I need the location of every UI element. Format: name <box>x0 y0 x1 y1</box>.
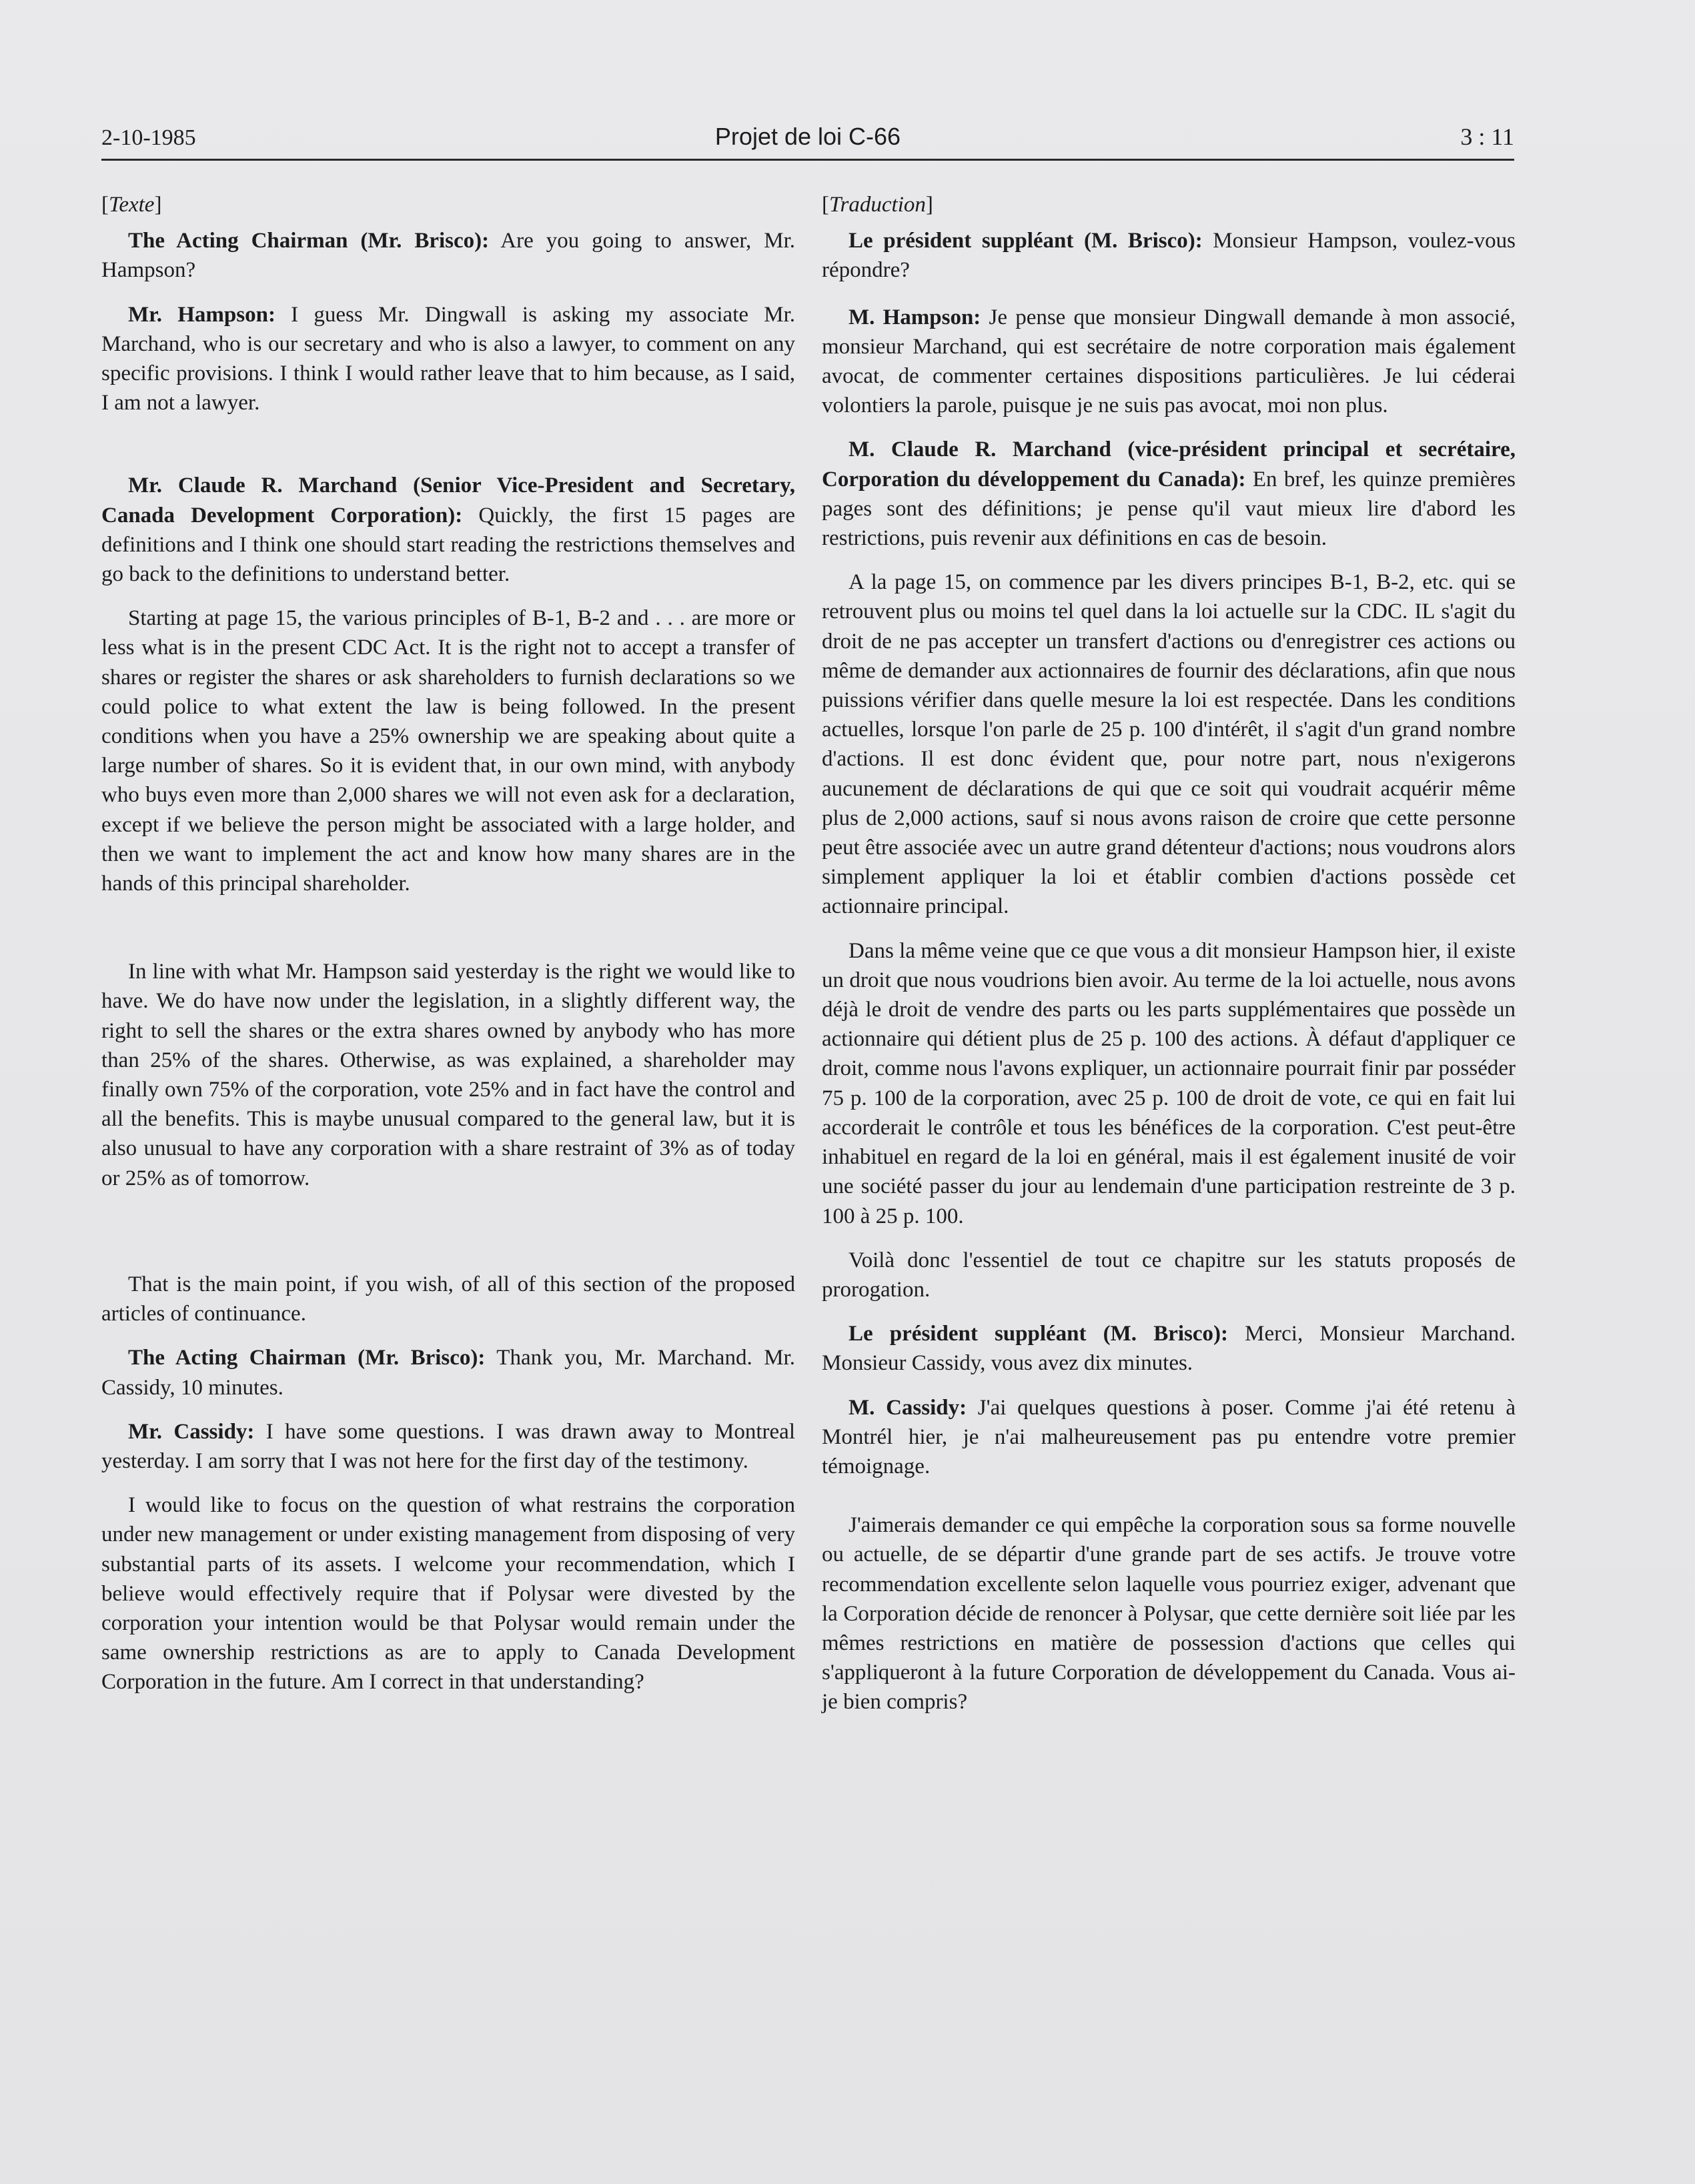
paragraph <box>101 1417 795 1476</box>
speaker: M. Claude R. Marchand (vice-président principal et secrétaire, Corporation du développement du Canada): <box>822 437 1516 491</box>
speaker: Le président suppléant (M. Brisco): <box>849 1322 1228 1346</box>
paragraph <box>101 300 795 418</box>
speech: Are you going to answer, Mr. Hampson? <box>101 229 795 283</box>
speaker: The Acting Chairman (Mr. Brisco): <box>128 229 490 253</box>
speaker: Mr. Hampson: <box>128 302 275 327</box>
language-label: [Traduction] <box>822 193 933 217</box>
paragraph <box>822 1319 1516 1378</box>
language-label: [Texte] <box>101 193 162 217</box>
paragraph: I would like to focus on the question of what restrains the corporation under new management or under existing management from disposing of very substantial parts of its assets. I welcome your recommendation, which I believe would effectively require that if Polysar were divested by the corporation your intention would be that Polysar would remain under the same ownership restrictions as are to apply to Canada Development Corporation in the future. Am I correct in that understanding? <box>101 1493 795 1695</box>
speech: Merci, Monsieur Marchand. Monsieur Cassidy, vous avez dix minutes. <box>822 1322 1516 1376</box>
english-column <box>101 190 795 1697</box>
language-label-text: Traduction <box>829 193 926 217</box>
paragraph: Voilà donc l'essentiel de tout ce chapitre sur les statuts proposés de prorogation. <box>822 1248 1516 1302</box>
paragraph: In line with what Mr. Hampson said yesterday is the right we would like to have. We do have now under the legislation, in a slightly different way, the right to sell the shares or the extra shares owned by anybody who has more than 25% of the shares. Otherwise, as was explained, a shareholder may finally own 75% of the corporation, vote 25% and in fact have the control and all the benefits. This is maybe unusual compared to the general law, but it is also unusual to have any corporation with a share restraint of 3% as of today or 25% as of tomorrow. <box>101 960 795 1190</box>
speech: Quickly, the first 15 pages are definitions and I think one should start reading the restrictions themselves and go back to the definitions to understand better. <box>101 503 795 587</box>
paragraph: Dans la même veine que ce que vous a dit monsieur Hampson hier, il existe un droit que nous voudrions bien avoir. Au terme de la loi actuelle, nous avons déjà le droit de vendre des parts ou les parts supplémentaires que possède un actionnaire qui détient plus de 25 p. 100 des actions. À défaut d'appliquer ce droit, comme nous l'avons expliquer, un actionnaire pourrait finir par posséder 75 p. 100 de la corporation, avec 25 p. 100 de droit de vote, ce qui en fait lui accorderait le contrôle et tous les bénéfices de la corporation. C'est peut-être inhabituel en regard de la loi en général, mais il est également inusité de voir une société passer du jour au lendemain d'une participation restreinte de 3 p. 100 à 25 p. 100. <box>822 938 1516 1228</box>
speaker: The Acting Chairman (Mr. Brisco): <box>128 1346 486 1370</box>
speech: I guess Mr. Dingwall is asking my associate Mr. Marchand, who is our secretary and who is also a lawyer, to comment on any specific provisions. I think I would rather leave that to him because, as I said, I am not a lawyer. <box>101 302 795 415</box>
paragraph <box>101 226 795 285</box>
speech: Thank you, Mr. Marchand. Mr. Cassidy, 10 minutes. <box>101 1346 795 1400</box>
speaker: M. Cassidy: <box>849 1395 967 1420</box>
french-column <box>822 190 1516 1717</box>
paragraph: Starting at page 15, the various principles of B-1, B-2 and . . . are more or less what is in the present CDC Act. It is the right not to accept a transfer of shares or register the shares or ask shareholders to furnish declarations so we could police to what extent the law is being followed. In the present conditions when you have a 25% ownership we are speaking about quite a large number of shares. So it is evident that, in our own mind, with anybody who buys even more than 2,000 shares we will not even ask for a declaration, except if we believe the person might be associated with a large holder, and then we want to implement the act and know how many shares are in the hands of this principal shareholder. <box>101 606 795 896</box>
speech: Monsieur Hampson, voulez-vous répondre? <box>822 229 1516 283</box>
paragraph <box>822 1393 1516 1482</box>
page-header <box>101 119 1514 159</box>
speech: Je pense que monsieur Dingwall demande à mon associé, monsieur Marchand, qui est secrétaire de notre corporation mais également avocat, de commenter certaines dispositions particulières. Je lui céderai volontiers la parole, puisque je ne suis pas avocat, moi non plus. <box>822 305 1516 418</box>
header-title: Projet de loi C-66 <box>714 123 901 150</box>
paragraph <box>101 1343 795 1402</box>
language-label-text: Texte <box>109 193 155 217</box>
paragraph: That is the main point, if you wish, of all of this section of the proposed articles of continuance. <box>101 1272 795 1326</box>
paragraph <box>822 435 1516 553</box>
paragraph <box>822 303 1516 421</box>
speaker: Mr. Cassidy: <box>128 1419 255 1444</box>
paragraph <box>101 471 795 589</box>
header-date: 2-10-1985 <box>101 125 196 150</box>
speech: I have some questions. I was drawn away to Montreal yesterday. I am sorry that I was not here for the first day of the testimony. <box>101 1419 795 1473</box>
paragraph: A la page 15, on commence par les divers principes B-1, B-2, etc. qui se retrouvent plus ou moins tel quel dans la loi actuelle sur la CDC. IL s'agit du droit de ne pas accepter un transfert d'actions ou d'enregistrer ces actions ou même de demander aux actionnaires de fournir des déclarations, afin que nous puissions vérifier dans quelle mesure la loi est respectée. Dans les conditions actuelles, lorsque l'on parle de 25 p. 100 d'intérêt, il s'agit d'un grand nombre d'actions. Il est donc évident que, pour notre part, nous n'exigerons aucunement de déclarations de qui que ce soit qui voudrait acquérir même plus de 2,000 actions, sauf si nous avons raison de croire que cette personne peut être associée avec un autre grand détenteur d'actions; nous voudrons alors simplement appliquer la loi et établir combien d'actions possède cet actionnaire principal. <box>822 570 1516 919</box>
paragraph: J'aimerais demander ce qui empêche la corporation sous sa forme nouvelle ou actuelle, de se départir d'une grande part de ses actifs. Je trouve votre recommendation excellente selon laquelle vous pourriez exiger, advenant que la Corporation décide de renoncer à Polysar, que cette dernière soit liée par les mêmes restrictions en matière de possession d'actions que celles qui s'appliqueront à la future Corporation de développement du Canada. Vous ai-je bien compris? <box>822 1513 1516 1715</box>
speech: En bref, les quinze premières pages sont des définitions; je pense qu'il vaut mieux lire d'abord les restrictions, puis revenir aux définitions en cas de besoin. <box>822 467 1516 551</box>
header-page-number: 3 : 11 <box>1460 123 1514 150</box>
header-rule <box>101 159 1514 161</box>
paragraph <box>822 226 1516 285</box>
speaker: Le président suppléant (M. Brisco): <box>849 229 1203 253</box>
speaker: M. Hampson: <box>849 305 981 329</box>
speaker: Mr. Claude R. Marchand (Senior Vice-President and Secretary, Canada Development Corporation): <box>101 473 795 527</box>
speech: J'ai quelques questions à poser. Comme j'ai été retenu à Montrél hier, je n'ai malheureusement pas pu entendre votre premier témoignage. <box>822 1395 1516 1478</box>
